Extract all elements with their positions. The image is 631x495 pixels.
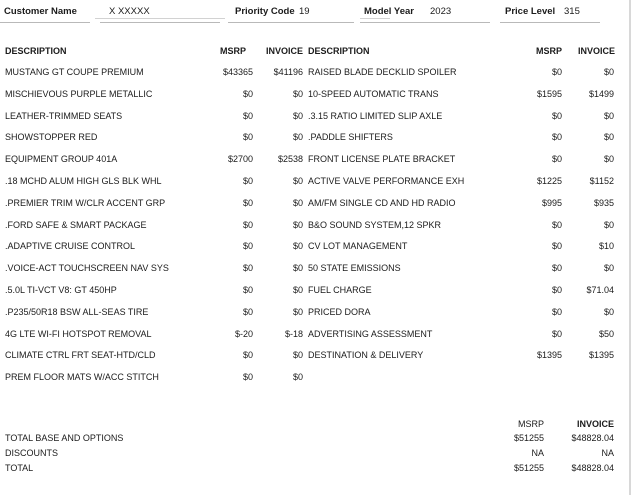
line-item-description: SHOWSTOPPER RED: [5, 132, 98, 143]
priority-code-label: Priority Code: [235, 6, 295, 17]
line-item-invoice: $935: [593, 197, 614, 208]
line-item-invoice: $71.04: [586, 285, 614, 295]
line-item-description: .FORD SAFE & SMART PACKAGE: [5, 219, 147, 230]
line-item-msrp: $0: [242, 110, 253, 121]
line-item-row: [0, 307, 631, 323]
line-item-description: FRONT LICENSE PLATE BRACKET: [308, 154, 456, 165]
line-item-msrp: $0: [551, 241, 562, 252]
line-item-msrp: $0: [551, 219, 562, 230]
line-item-row: [0, 241, 631, 257]
line-item-msrp: $2700: [227, 154, 253, 165]
header-underline: [500, 22, 600, 23]
line-item-msrp: $0: [242, 285, 253, 295]
totals-invoice: $48828.04: [571, 463, 614, 473]
totals-msrp-heading: MSRP: [517, 419, 544, 429]
line-item-msrp: $0: [242, 219, 253, 230]
line-item-msrp: $0: [551, 67, 562, 77]
line-item-msrp: $0: [242, 132, 253, 143]
line-item-description: DESTINATION & DELIVERY: [308, 350, 424, 361]
totals-invoice: $48828.04: [571, 433, 614, 443]
customer-name-label: Customer Name: [4, 6, 77, 17]
line-item-row: [0, 350, 631, 366]
line-item-description: CLIMATE CTRL FRT SEAT-HTD/CLD: [5, 350, 156, 361]
price-level-value: 315: [564, 6, 580, 17]
line-item-invoice: $2538: [277, 154, 303, 165]
line-item-description: .3.15 RATIO LIMITED SLIP AXLE: [308, 110, 443, 121]
line-item-row: [0, 220, 631, 236]
totals-label: DISCOUNTS: [5, 448, 59, 458]
price-level-label: Price Level: [505, 6, 556, 17]
line-item-row: [0, 111, 631, 127]
line-item-description: ACTIVE VALVE PERFORMANCE EXH: [308, 176, 465, 186]
line-item-invoice: $0: [292, 306, 303, 317]
line-item-description: B&O SOUND SYSTEM,12 SPKR: [308, 219, 442, 230]
line-item-invoice: $-18: [284, 328, 303, 339]
line-item-invoice: $0: [292, 372, 303, 383]
totals-invoice: NA: [601, 448, 614, 458]
line-item-invoice: $0: [292, 176, 303, 186]
line-item-msrp: $0: [242, 372, 253, 383]
line-item-invoice: $0: [292, 219, 303, 230]
line-item-row: [0, 198, 631, 214]
line-item-msrp: $0: [551, 306, 562, 317]
line-item-msrp: $1225: [536, 176, 562, 186]
line-item-msrp: $1595: [536, 88, 562, 99]
totals-invoice-heading: INVOICE: [576, 419, 614, 429]
line-item-description: .PREMIER TRIM W/CLR ACCENT GRP: [5, 197, 166, 208]
header-underline: [360, 22, 490, 23]
totals-label: TOTAL BASE AND OPTIONS: [5, 433, 124, 443]
left-desc-heading: DESCRIPTION: [5, 46, 67, 56]
line-item-msrp: $0: [242, 176, 253, 186]
line-item-description: CV LOT MANAGEMENT: [308, 241, 408, 252]
line-item-description: .VOICE-ACT TOUCHSCREEN NAV SYS: [5, 263, 169, 274]
line-item-msrp: $-20: [234, 328, 253, 339]
line-item-msrp: $0: [551, 110, 562, 121]
right-msrp-heading: MSRP: [536, 46, 563, 56]
priority-code-value: 19: [299, 6, 310, 17]
line-item-invoice: $0: [603, 306, 614, 317]
customer-name-value: X XXXXX: [109, 6, 150, 17]
line-item-invoice: $0: [292, 197, 303, 208]
line-item-description: .P235/50R18 BSW ALL-SEAS TIRE: [5, 306, 149, 317]
line-item-msrp: $43365: [222, 67, 253, 77]
line-item-invoice: $0: [292, 132, 303, 143]
line-item-description: MISCHIEVOUS PURPLE METALLIC: [5, 88, 153, 99]
model-year-value: 2023: [430, 6, 452, 17]
line-item-description: LEATHER-TRIMMED SEATS: [5, 110, 123, 121]
line-item-invoice: $0: [603, 154, 614, 165]
line-item-description: PREM FLOOR MATS W/ACC STITCH: [5, 372, 159, 383]
line-item-row: [0, 176, 631, 192]
line-item-row: [0, 89, 631, 105]
line-item-msrp: $0: [242, 263, 253, 274]
line-item-description: 10-SPEED AUTOMATIC TRANS: [308, 88, 439, 99]
line-item-msrp: $0: [242, 241, 253, 252]
line-item-invoice: $0: [292, 88, 303, 99]
line-item-msrp: $0: [551, 285, 562, 295]
line-item-msrp: $0: [551, 263, 562, 274]
totals-label: TOTAL: [5, 463, 34, 473]
line-item-row: [0, 132, 631, 148]
line-item-invoice: $0: [292, 285, 303, 295]
line-item-invoice: $41196: [273, 67, 303, 77]
line-item-description: 4G LTE WI-FI HOTSPOT REMOVAL: [5, 328, 152, 339]
line-item-msrp: $0: [242, 88, 253, 99]
line-item-invoice: $0: [292, 350, 303, 361]
line-item-msrp: $0: [242, 306, 253, 317]
line-item-invoice: $0: [292, 263, 303, 274]
line-item-msrp: $1395: [536, 350, 562, 361]
line-item-row: [0, 285, 631, 301]
line-item-description: .18 MCHD ALUM HIGH GLS BLK WHL: [5, 176, 162, 186]
line-item-invoice: $0: [603, 263, 614, 274]
totals-msrp: $51255: [513, 463, 544, 473]
line-item-description: PRICED DORA: [308, 306, 371, 317]
line-item-msrp: $0: [242, 350, 253, 361]
line-item-row: [0, 329, 631, 345]
totals-row: [0, 463, 631, 477]
line-item-invoice: $1152: [589, 176, 614, 186]
totals-msrp: NA: [531, 448, 544, 458]
line-item-description: EQUIPMENT GROUP 401A: [5, 154, 118, 165]
line-item-description: ADVERTISING ASSESSMENT: [308, 328, 433, 339]
line-item-row: [0, 154, 631, 170]
line-item-description: FUEL CHARGE: [308, 285, 372, 295]
line-item-msrp: $0: [551, 328, 562, 339]
line-item-description: MUSTANG GT COUPE PREMIUM: [5, 67, 144, 77]
header-underline: [228, 22, 354, 23]
line-item-invoice: $50: [598, 328, 614, 339]
scan-smudge: [360, 18, 390, 19]
left-msrp-heading: MSRP: [220, 46, 247, 56]
line-item-msrp: $0: [242, 197, 253, 208]
totals-row: [0, 448, 631, 462]
header-underline: [100, 22, 220, 23]
line-item-invoice: $0: [603, 132, 614, 143]
totals-msrp: $51255: [513, 433, 544, 443]
line-item-invoice: $0: [292, 241, 303, 252]
line-item-invoice: $1499: [588, 88, 614, 99]
totals-row: [0, 433, 631, 447]
line-item-msrp: $0: [551, 154, 562, 165]
line-item-description: .PADDLE SHIFTERS: [308, 132, 393, 143]
line-item-description: 50 STATE EMISSIONS: [308, 263, 401, 274]
scan-smudge: [95, 18, 225, 19]
line-item-row: [0, 67, 631, 83]
line-item-invoice: $0: [292, 110, 303, 121]
line-item-row: [0, 372, 631, 388]
line-item-msrp: $0: [551, 132, 562, 143]
line-item-invoice: $0: [603, 110, 614, 121]
right-desc-heading: DESCRIPTION: [308, 46, 370, 56]
line-item-description: AM/FM SINGLE CD AND HD RADIO: [308, 197, 456, 208]
line-item-invoice: $0: [603, 67, 614, 77]
line-item-invoice: $0: [603, 219, 614, 230]
line-item-row: [0, 263, 631, 279]
line-item-description: .5.0L TI-VCT V8: GT 450HP: [5, 285, 117, 295]
line-item-description: RAISED BLADE DECKLID SPOILER: [308, 67, 457, 77]
line-item-invoice: $10: [598, 241, 614, 252]
line-item-description: .ADAPTIVE CRUISE CONTROL: [5, 241, 136, 252]
right-invoice-heading: INVOICE: [578, 46, 616, 56]
header-underline: [0, 22, 90, 23]
line-item-invoice: $1395: [588, 350, 614, 361]
left-invoice-heading: INVOICE: [266, 46, 304, 56]
line-item-msrp: $995: [541, 197, 562, 208]
model-year-label: Model Year: [364, 6, 414, 17]
